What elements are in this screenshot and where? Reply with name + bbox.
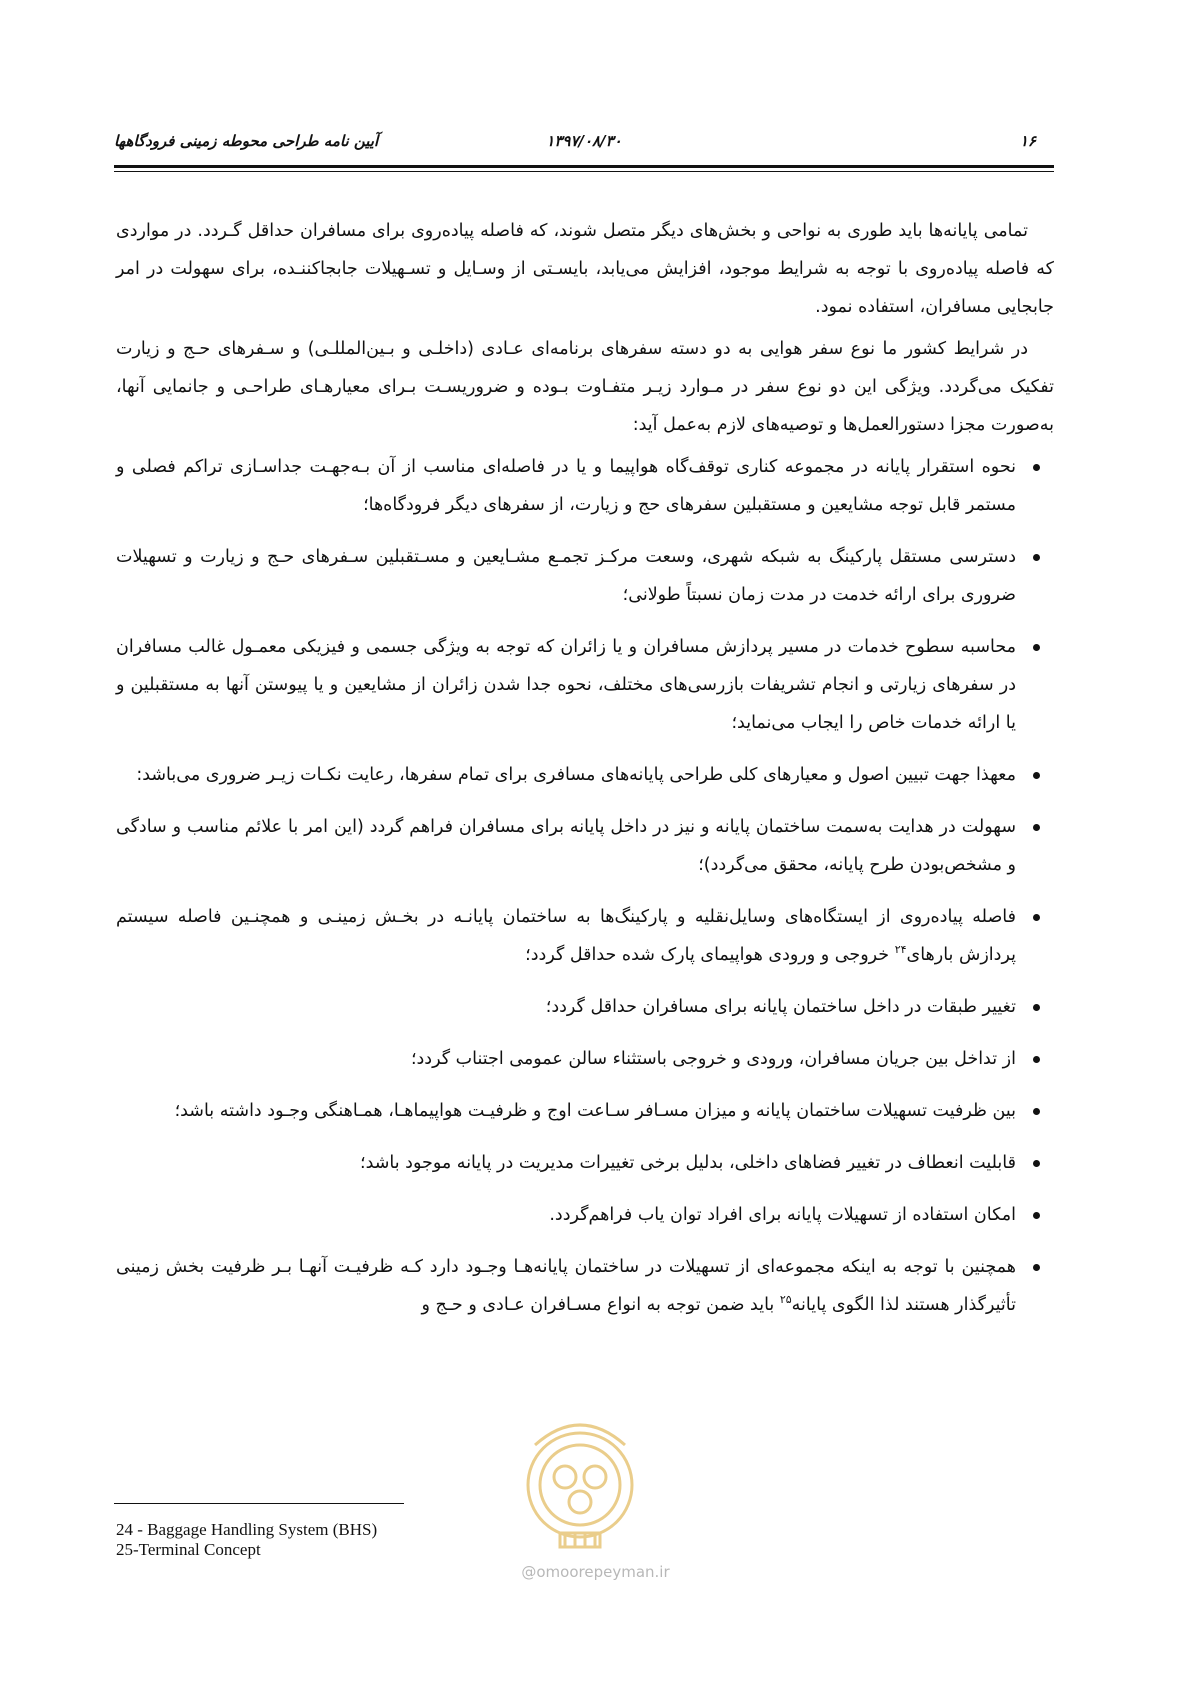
list-item [116,1040,1054,1078]
list-item [116,756,1054,794]
list-item-text: خروجی و ورودی هواپیمای پارک شده حداقل گردد؛ [525,945,895,965]
bullet-dot-icon [1033,772,1040,779]
list-item-text: دسترسی مستقل پارکینگ به شبکه شهری، وسعت مرکـز تجمـع مشـایعین و مسـتقبلین سـفرهای حـج و زیارت و تسهیلات ضروری برای ارائه خدمت در مدت زمان نسبتاً طولانی؛ [116,547,1016,605]
page-number: ۱۶ [1019,132,1036,150]
bullet-dot-icon [1033,464,1040,471]
footnote-ref: ۲۴ [894,943,907,957]
list-item [116,1144,1054,1182]
list-item [116,1196,1054,1234]
bullet-dot-icon [1033,1160,1040,1167]
document-body [116,212,1054,1338]
list-item-text: همچنین با توجه به اینکه مجموعه‌ای از تسهیلات در ساختمان پایانه‌هـا وجـود دارد کـه ظرفیـت آنهـا بـر ظرفیت بخش زمینی تأثیرگذار هستند لذا الگوی پایانه [116,1257,1016,1315]
list-item [116,1248,1054,1324]
list-item [116,898,1054,974]
list-item-text: تغییر طبقات در داخل ساختمان پایانه برای مسافران حداقل گردد؛ [545,997,1016,1017]
bullet-dot-icon [1033,824,1040,831]
list-item-text: نحوه استقرار پایانه در مجموعه کناری توقف‌گاه هواپیما و یا در فاصله‌ای مناسب از آن بـه‌جهـت جداسـازی تراکم فصلی و مستمر قابل توجه مشایعین و مستقبلین سفرهای حج و زیارت، از سفرهای دیگر فرودگاه‌ها؛ [116,457,1016,515]
bullet-list [116,448,1054,1324]
paragraph: در شرایط کشور ما نوع سفر هوایی به دو دسته سفرهای برنامه‌ای عـادی (داخلـی و بـین‌المللـی) و سـفرهای حـج و زیارت تفکیک می‌گردد. ویژگی این دو نوع سفر در مـوارد زیـر متفـاوت بـوده و ضروریسـت بـرای معیارهـای طراحـی و جانمایی آنها، به‌صورت مجزا دستورالعمل‌ها و توصیه‌های لازم به‌عمل آید: [116,339,1054,435]
watermark-seal-icon [505,1405,655,1555]
paragraph: تمامی پایانه‌ها باید طوری به نواحی و بخش‌های دیگر متصل شوند، که فاصله پیاده‌روی برای مسافران حداقل گـردد. در مواردی که فاصله پیاده‌روی با توجه به شرایط موجود، افزایش می‌یابد، بایسـتی از وسـایل و تسـهیلات جابجاکننـده، برای سهولت در امر جابجایی مسافران، استفاده نمود. [116,221,1054,317]
footnote: 24 - Baggage Handling System (BHS) [116,1520,378,1539]
list-item [116,538,1054,614]
header-date: ۱۳۹۷/۰۸/۳۰ [546,132,622,150]
list-item [116,628,1054,742]
list-item [116,1092,1054,1130]
footnotes [116,1520,377,1560]
list-item-text: معهذا جهت تبیین اصول و معیارهای کلی طراحی پایانه‌های مسافری برای تمام سفرها، رعایت نکـات زیـر ضروری می‌باشد: [136,765,1016,785]
footnote-ref: ۲۵ [779,1293,792,1307]
list-item [116,988,1054,1026]
list-item [116,448,1054,524]
watermark-at-icon: @ [521,1563,537,1581]
bullet-dot-icon [1033,1108,1040,1115]
bullet-dot-icon [1033,914,1040,921]
bullet-dot-icon [1033,554,1040,561]
list-item-text: از تداخل بین جریان مسافران، ورودی و خروجی باستثناء سالن عمومی اجتناب گردد؛ [410,1049,1016,1069]
bullet-dot-icon [1033,1212,1040,1219]
list-item-text: قابلیت انعطاف در تغییر فضاهای داخلی، بدلیل برخی تغییرات مدیریت در پایانه موجود باشد؛ [360,1153,1016,1173]
bullet-dot-icon [1033,1264,1040,1271]
bullet-dot-icon [1033,1056,1040,1063]
footnote: 25-Terminal Concept [116,1540,261,1559]
watermark-site-text: omoorepeyman.ir [536,1563,670,1581]
bullet-dot-icon [1033,1004,1040,1011]
list-item-text: سهولت در هدایت به‌سمت ساختمان پایانه و نیز در داخل پایانه برای مسافران فراهم گردد (این امر با علائم مناسب و سادگی و مشخص‌بودن طرح پایانه، محقق می‌گردد)؛ [116,817,1016,875]
header-rule-thin [114,171,1054,172]
page-header [114,128,1054,158]
document-title: آیین نامه طراحی محوطه زمینی فرودگاهها [114,132,379,150]
list-item-text: باید ضمن توجه به انواع مسـافران عـادی و حـج و [421,1295,780,1315]
header-rule-thick [114,165,1054,168]
list-item-text: محاسبه سطوح خدمات در مسیر پردازش مسافران و یا زائران که توجه به ویژگی جسمی و فیزیکی معمـول غالب مسافران در سفرهای زیارتی و انجام تشریفات بازرسی‌های مختلف، نحوه جدا شدن زائران از مشایعین و یا پیوستن آنها به مستقبلین و یا ارائه خدمات خاص را ایجاب می‌نماید؛ [116,637,1016,733]
watermark-site [0,1563,1191,1581]
footnote-rule [114,1503,404,1504]
list-item [116,808,1054,884]
bullet-dot-icon [1033,644,1040,651]
list-item-text: امکان استفاده از تسهیلات پایانه برای افراد توان یاب فراهم‌گردد. [549,1205,1016,1225]
list-item-text: فاصله پیاده‌روی از ایستگاه‌های وسایل‌نقلیه و پارکینگ‌ها به ساختمان پایانـه در بخـش زمینـی و همچنـین فاصله سیستم پردازش بارهای [116,907,1016,965]
list-item-text: بین ظرفیت تسهیلات ساختمان پایانه و میزان مسـافر سـاعت اوج و ظرفیـت هواپیماهـا، همـاهنگی وجـود داشته باشد؛ [174,1101,1016,1121]
